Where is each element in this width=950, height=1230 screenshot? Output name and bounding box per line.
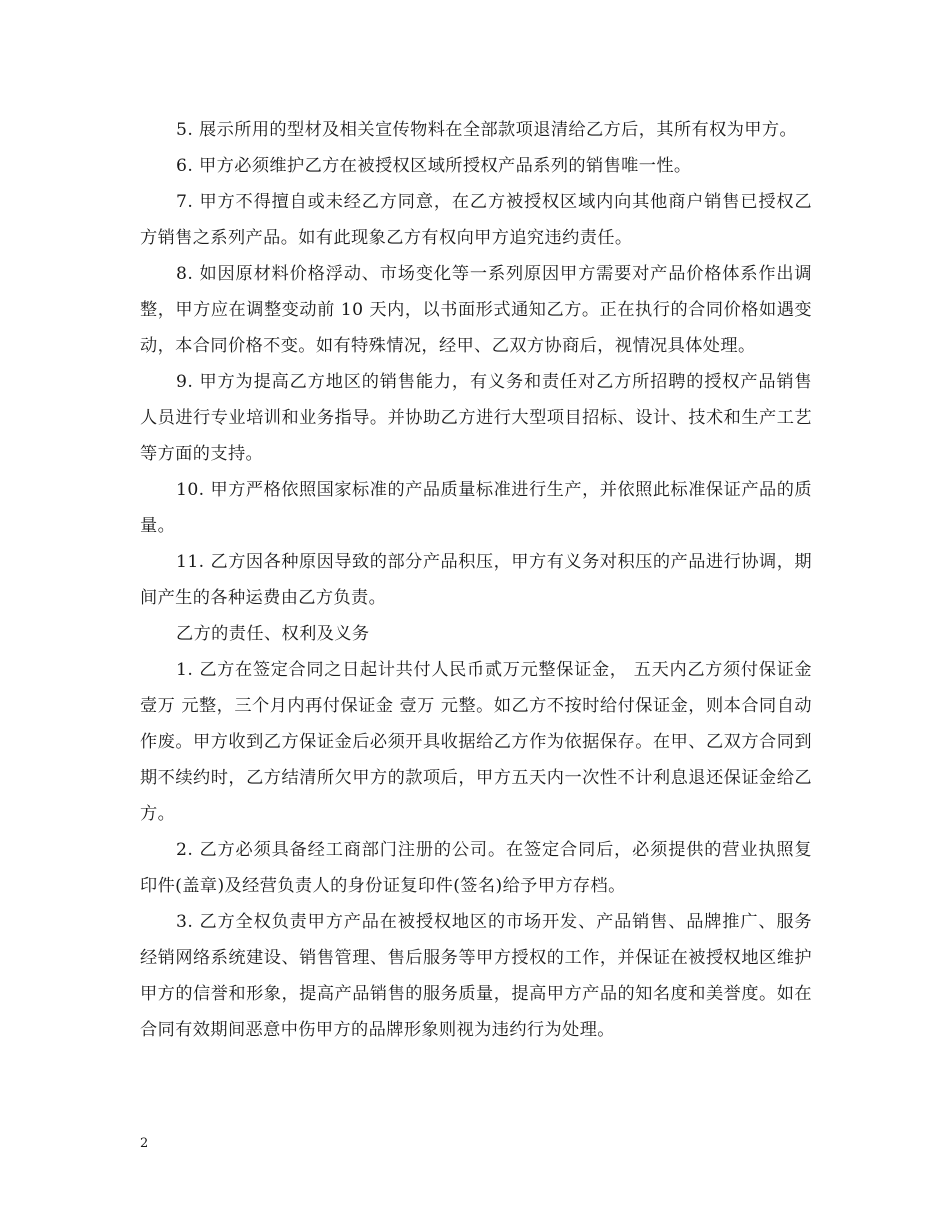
section-heading: 乙方的责任、权利及义务 [176,624,370,644]
clause-paragraph: 10. 甲方严格依照国家标准的产品质量标准进行生产，并依照此标准保证产品的质量。 [140,480,812,536]
clause-paragraph: 1. 乙方在签定合同之日起计共付人民币贰万元整保证金， 五天内乙方须付保证金 壹万 元整，三个月内再付保证金 壹万 元整。如乙方不按时给付保证金，则本合同自动作废。甲方收到乙方保证金后必须开具收据给乙方作为依据保存。在甲、乙双方合同到期不续约时，乙方结清所欠甲方的款项后，甲方五天内一次性不计利息退还保证金给乙方。 [140,660,812,824]
clause-paragraph: 11. 乙方因各种原因导致的部分产品积压，甲方有义务对积压的产品进行协调，期间产生的各种运费由乙方负责。 [140,552,812,608]
page-number: 2 [140,1136,149,1151]
clause-paragraph: 6. 甲方必须维护乙方在被授权区域所授权产品系列的销售唯一性。 [176,156,692,176]
clause-paragraph: 8. 如因原材料价格浮动、市场变化等一系列原因甲方需要对产品价格体系作出调整，甲方应在调整变动前 10 天内，以书面形式通知乙方。正在执行的合同价格如遇变动，本合同价格不变。如有特殊情况，经甲、乙双方协商后，视情况具体处理。 [140,264,812,356]
clause-paragraph: 5. 展示所用的型材及相关宣传物料在全部款项退清给乙方后，其所有权为甲方。 [176,120,798,140]
document-body [140,112,812,1048]
clause-paragraph: 9. 甲方为提高乙方地区的销售能力，有义务和责任对乙方所招聘的授权产品销售人员进行专业培训和业务指导。并协助乙方进行大型项目招标、设计、技术和生产工艺等方面的支持。 [140,372,812,464]
clause-paragraph: 7. 甲方不得擅自或未经乙方同意，在乙方被授权区域内向其他商户销售已授权乙方销售之系列产品。如有此现象乙方有权向甲方追究违约责任。 [140,192,812,248]
clause-paragraph: 2. 乙方必须具备经工商部门注册的公司。在签定合同后，必须提供的营业执照复印件(盖章)及经营负责人的身份证复印件(签名)给予甲方存档。 [140,840,812,896]
clause-paragraph: 3. 乙方全权负责甲方产品在被授权地区的市场开发、产品销售、品牌推广、服务经销网络系统建设、销售管理、售后服务等甲方授权的工作，并保证在被授权地区维护甲方的信誉和形象，提高产品销售的服务质量，提高甲方产品的知名度和美誉度。如在合同有效期间恶意中伤甲方的品牌形象则视为违约行为处理。 [140,912,812,1040]
